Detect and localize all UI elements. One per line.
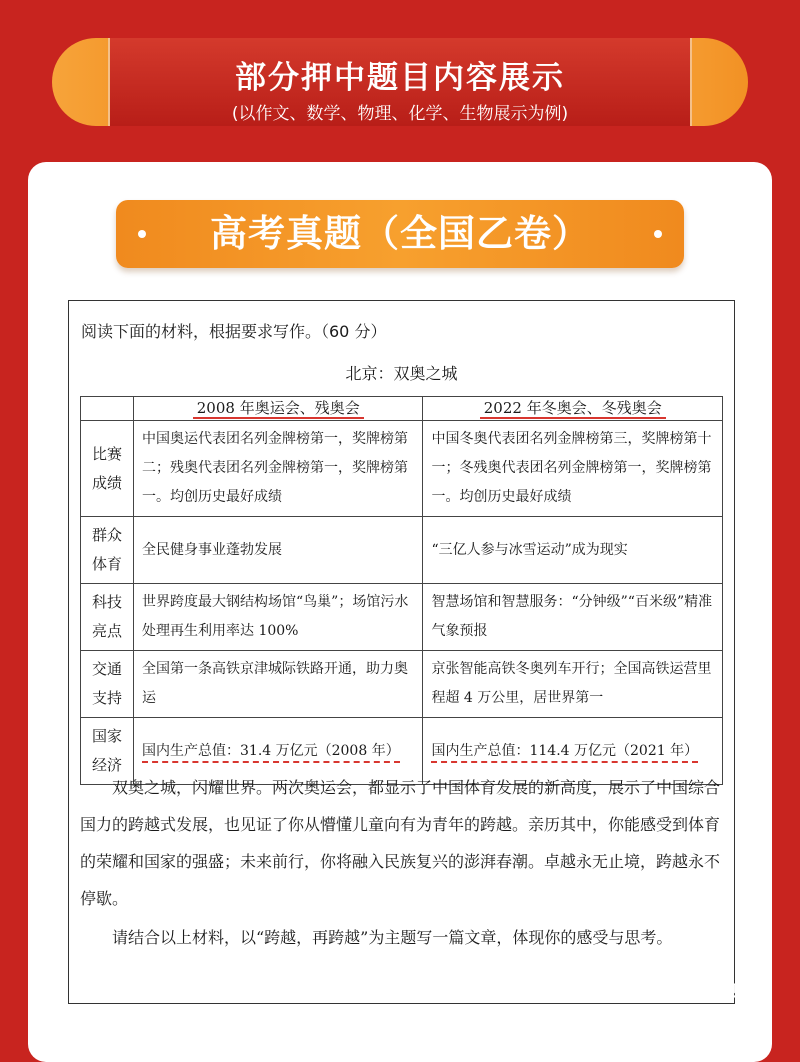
material-title: 北京：双奥之城 bbox=[345, 364, 458, 383]
table-corner-cell bbox=[81, 397, 134, 421]
table-row bbox=[81, 517, 723, 584]
exam-instruction: 阅读下面的材料，根据要求写作。（60 分） bbox=[81, 322, 387, 341]
table-cell: 全民健身事业蓬勃发展 bbox=[134, 517, 423, 584]
row-header: 交通支持 bbox=[81, 651, 134, 718]
row-header: 国家经济 bbox=[81, 718, 134, 785]
column-header: 2008 年奥运会、残奥会 bbox=[134, 397, 423, 421]
banner-title: 部分押中题目内容展示 bbox=[235, 60, 565, 96]
table-row bbox=[81, 584, 723, 651]
table-cell: 全国第一条高铁京津城际铁路开通，助力奥运 bbox=[134, 651, 423, 718]
watermark bbox=[619, 977, 761, 1005]
table-cell: 中国冬奥代表团名列金牌榜第三，奖牌榜第十一；冬残奥代表团名列金牌榜第一，奖牌榜第一。均创历史最好成绩 bbox=[423, 421, 723, 517]
top-banner bbox=[52, 38, 748, 126]
section-heading bbox=[116, 200, 684, 268]
table-header-row bbox=[81, 397, 723, 421]
row-header: 群众体育 bbox=[81, 517, 134, 584]
bullet-dot-left bbox=[138, 230, 146, 238]
row-header: 科技亮点 bbox=[81, 584, 134, 651]
table-cell: 国内生产总值：31.4 万亿元（2008 年） bbox=[134, 718, 423, 785]
material-paragraph: 双奥之城，闪耀世界。两次奥运会，都显示了中国体育发展的新高度，展示了中国综合国力的跨越式发展，也见证了你从懵懂儿童向有为青年的跨越。亲历其中，你能感受到体育的荣耀和国家的强盛；未来前行，你将融入民族复兴的澎湃春潮。卓越永无止境，跨越永不停歇。 bbox=[80, 778, 721, 908]
writing-prompt: 请结合以上材料，以“跨越，再跨越”为主题写一篇文章，体现你的感受与思考。 bbox=[112, 928, 673, 947]
row-header: 比赛成绩 bbox=[81, 421, 134, 517]
table-cell: 世界跨度最大钢结构场馆“鸟巢”；场馆污水处理再生利用率达 100% bbox=[134, 584, 423, 651]
banner-body bbox=[108, 38, 692, 126]
table-cell: 京张智能高铁冬奥列车开行；全国高铁运营里程超 4 万公里，居世界第一 bbox=[423, 651, 723, 718]
exam-question-box bbox=[68, 300, 735, 1004]
table-row bbox=[81, 651, 723, 718]
table-cell: 中国奥运代表团名列金牌榜第一，奖牌榜第二；残奥代表团名列金牌榜第一，奖牌榜第一。均创历史最好成绩 bbox=[134, 421, 423, 517]
bullet-dot-right bbox=[654, 230, 662, 238]
table-cell: 国内生产总值：114.4 万亿元（2021 年） bbox=[423, 718, 723, 785]
comparison-table bbox=[80, 396, 723, 785]
column-header: 2022 年冬奥会、冬残奥会 bbox=[423, 397, 723, 421]
wechat-icon bbox=[619, 981, 647, 1001]
table-cell: 智慧场馆和智慧服务：“分钟级”“百米级”精准气象预报 bbox=[423, 584, 723, 651]
table-cell: “三亿人参与冰雪运动”成为现实 bbox=[423, 517, 723, 584]
watermark-text: 四川升学规划 bbox=[653, 982, 761, 1003]
banner-subtitle: (以作文、数学、物理、化学、生物展示为例) bbox=[231, 104, 569, 124]
section-title: 高考真题（全国乙卷） bbox=[210, 212, 590, 255]
table-row bbox=[81, 421, 723, 517]
